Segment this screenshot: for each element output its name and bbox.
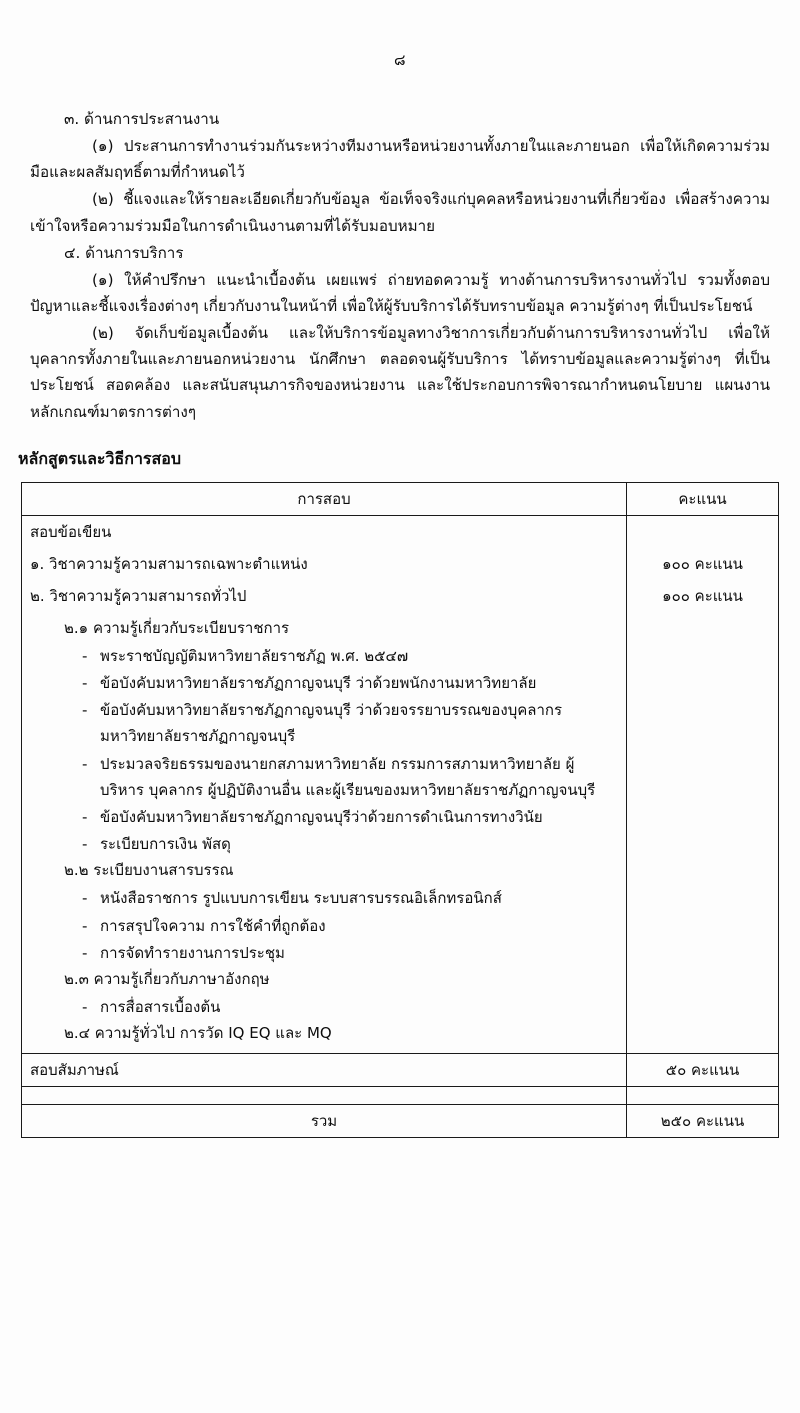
subsection-score [627, 612, 779, 1054]
subject-2-score: ๑๐๐ คะแนน [627, 580, 779, 612]
page-number: ๘ [393, 51, 407, 69]
spacer-cell-right [627, 1086, 779, 1104]
total-score: ๒๕๐ คะแนน [627, 1104, 779, 1137]
table-header-row [22, 482, 779, 515]
dash-icon: - [82, 998, 88, 1017]
list-item: - การสรุปใจความ การใช้คำที่ถูกต้อง [30, 913, 618, 939]
paragraph: ๔. ด้านการบริการ [64, 243, 184, 262]
dash-icon: - [82, 647, 88, 666]
dash-icon: - [82, 674, 88, 693]
written-exam-score [627, 515, 779, 548]
list-item: - ข้อบังคับมหาวิทยาลัยราชภัฏกาญจนบุรีว่าด้วยการดำเนินการทางวินัย [30, 804, 618, 830]
table-row-subsections [22, 612, 779, 1054]
intro-text-block [30, 106, 770, 425]
exam-curriculum-table [21, 482, 779, 1138]
list-item: - ข้อบังคับมหาวิทยาลัยราชภัฏกาญจนบุรี ว่าด้วยพนักงานมหาวิทยาลัย [30, 670, 618, 696]
list-item: - การจัดทำรายงานการประชุม [30, 940, 618, 966]
subject-1-label: ๑. วิชาความรู้ความสามารถเฉพาะตำแหน่ง [22, 548, 627, 580]
total-label: รวม [22, 1104, 627, 1137]
list-item: - การสื่อสารเบื้องต้น [30, 994, 618, 1020]
interview-score: ๕๐ คะแนน [627, 1053, 779, 1086]
list-item: - พระราชบัญญัติมหาวิทยาลัยราชภัฏ พ.ศ. ๒๕๔๗ [30, 643, 618, 669]
subsection-label: ๒.๓ ความรู้เกี่ยวกับภาษาอังกฤษ [64, 969, 270, 988]
dash-icon: - [82, 834, 88, 853]
table-row-spacer [22, 1086, 779, 1104]
subsection-label: ๒.๑ ความรู้เกี่ยวกับระเบียบราชการ [64, 618, 290, 637]
column-header-exam: การสอบ [22, 482, 627, 515]
dash-icon: - [82, 943, 88, 962]
dash-icon: - [82, 889, 88, 908]
dash-icon: - [82, 701, 88, 720]
list-item: - ข้อบังคับมหาวิทยาลัยราชภัฏกาญจนบุรี ว่าด้วยจรรยาบรรณของบุคลากรมหาวิทยาลัยราชภัฏกาญจนบุรี [30, 697, 618, 749]
paragraph: (๑) ประสานการทำงานร่วมกันระหว่างทีมงานหรือหน่วยงานทั้งภายในและภายนอก เพื่อให้เกิดความร่วมมือและผลสัมฤทธิ์ตามที่กำหนดไว้ [30, 137, 770, 182]
table-row-interview [22, 1053, 779, 1086]
subsection-label: ๒.๔ ความรู้ทั่วไป การวัด IQ EQ และ MQ [64, 1024, 332, 1043]
interview-label: สอบสัมภาษณ์ [22, 1053, 627, 1086]
paragraph: (๒) ชี้แจงและให้รายละเอียดเกี่ยวกับข้อมูล ข้อเท็จจริงแก่บุคคลหรือหน่วยงานที่เกี่ยวข้อง เพื่อสร้างความเข้าใจหรือความร่วมมือในการดำเนินงานตามที่ได้รับมอบหมาย [30, 190, 770, 235]
table-row-total [22, 1104, 779, 1137]
column-header-score: คะแนน [627, 482, 779, 515]
subject-1-score: ๑๐๐ คะแนน [627, 548, 779, 580]
paragraph: (๒) จัดเก็บข้อมูลเบื้องต้น และให้บริการข้อมูลทางวิชาการเกี่ยวกับด้านการบริหารงานทั่วไป เพื่อให้บุคลากรทั้งภายในและภายนอกหน่วยงาน นักศึกษา ตลอดจนผู้รับบริการ ได้ทราบข้อมูลและความรู้ต่างๆ ที่เป็นประโยชน์ สอดคล้อง และสนับสนุนภารกิจของหน่วยงาน และใช้ประกอบการพิจารณากำหนดนโยบาย แผนงาน หลักเกณฑ์มาตรการต่างๆ [30, 324, 770, 421]
subject-2-label: ๒. วิชาความรู้ความสามารถทั่วไป [22, 580, 627, 612]
section-title: หลักสูตรและวิธีการสอบ [18, 448, 182, 468]
dash-icon: - [82, 916, 88, 935]
subsection-label: ๒.๒ ระเบียบงานสารบรรณ [64, 860, 234, 879]
spacer-cell-left [22, 1086, 627, 1104]
dash-icon: - [82, 807, 88, 826]
paragraph: (๑) ให้คำปรึกษา แนะนำเบื้องต้น เผยแพร่ ถ่ายทอดความรู้ ทางด้านการบริหารงานทั่วไป รวมทั้งตอบปัญหาและชี้แจงเรื่องต่างๆ เกี่ยวกับงานในหน้าที่ เพื่อให้ผู้รับบริการได้รับทราบข้อมูล ความรู้ต่างๆ ที่เป็นประโยชน์ [30, 270, 770, 315]
table-row [22, 580, 779, 612]
table-row [22, 548, 779, 580]
table-row-written-heading [22, 515, 779, 548]
list-item: - ระเบียบการเงิน พัสดุ [30, 831, 618, 857]
subsection-list [22, 612, 627, 1054]
dash-icon: - [82, 754, 88, 773]
list-item: - หนังสือราชการ รูปแบบการเขียน ระบบสารบรรณอิเล็กทรอนิกส์ [30, 885, 618, 911]
list-item: - ประมวลจริยธรรมของนายกสภามหาวิทยาลัย กรรมการสภามหาวิทยาลัย ผู้บริหาร บุคลากร ผู้ปฏิบัติงานอื่น และผู้เรียนของมหาวิทยาลัยราชภัฏกาญจนบุรี [30, 751, 618, 803]
written-exam-label: สอบข้อเขียน [22, 515, 627, 548]
paragraph: ๓. ด้านการประสานงาน [64, 110, 220, 128]
